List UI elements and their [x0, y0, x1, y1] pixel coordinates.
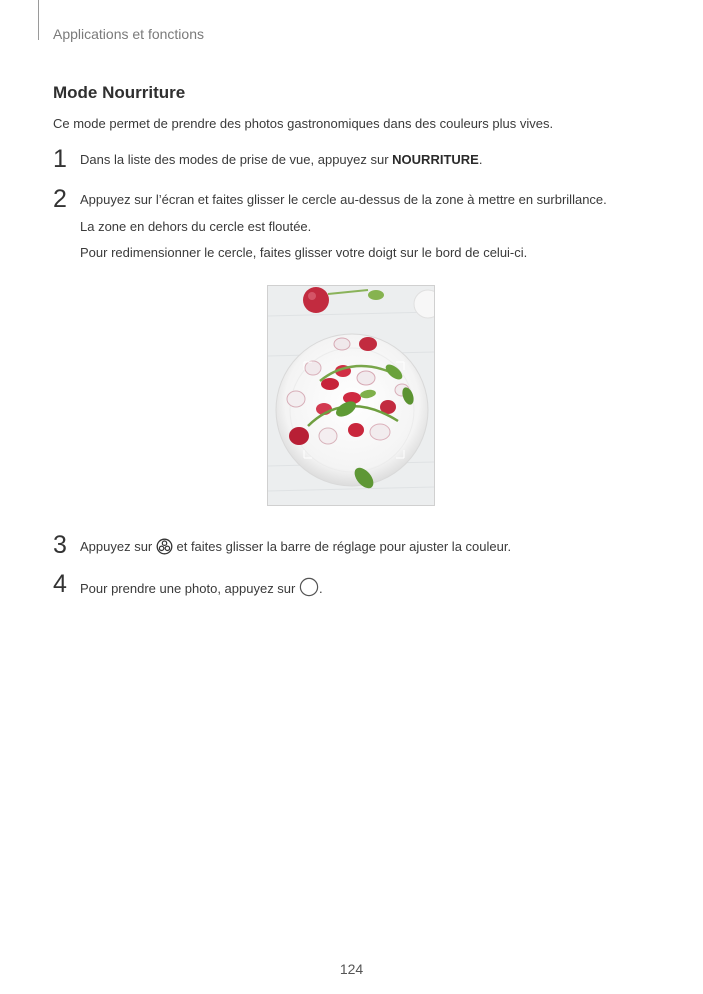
food-salad-photo — [267, 285, 435, 506]
step-number: 3 — [53, 531, 67, 559]
step-text: Appuyez sur l’écran et faites glisser le cercle au-dessus de la zone à mettre en surbrillance. — [80, 192, 607, 207]
shutter-button-icon — [299, 577, 319, 600]
step-number: 2 — [53, 185, 67, 213]
chapter-header: Applications et fonctions — [53, 26, 204, 42]
step-number: 1 — [53, 145, 67, 173]
step-text-part: . — [318, 581, 323, 596]
step-text-part: Appuyez sur — [80, 539, 156, 554]
step-text: Pour redimensionner le cercle, faites glisser votre doigt sur le bord de celui-ci. — [80, 245, 528, 260]
step-text-part: . — [478, 152, 483, 167]
section-title: Mode Nourriture — [53, 83, 186, 102]
salad-illustration — [268, 286, 435, 506]
step-text-part: et faites glisser la barre de réglage pour ajuster la couleur. — [172, 539, 512, 554]
page-number: 124 — [339, 961, 364, 977]
step-text — [80, 152, 482, 167]
color-palette-icon — [156, 538, 173, 558]
step-text: La zone en dehors du cercle est floutée. — [80, 219, 312, 234]
step-text — [80, 577, 323, 600]
section-intro: Ce mode permet de prendre des photos gastronomiques dans des couleurs plus vives. — [53, 116, 554, 131]
mode-keyword: NOURRITURE — [392, 152, 479, 167]
step-text-part: Dans la liste des modes de prise de vue, appuyez sur — [80, 152, 393, 167]
page-margin-rule — [38, 0, 39, 40]
step-number: 4 — [53, 570, 67, 598]
step-text — [80, 538, 511, 558]
step-text-part: Pour prendre une photo, appuyez sur — [80, 581, 299, 596]
